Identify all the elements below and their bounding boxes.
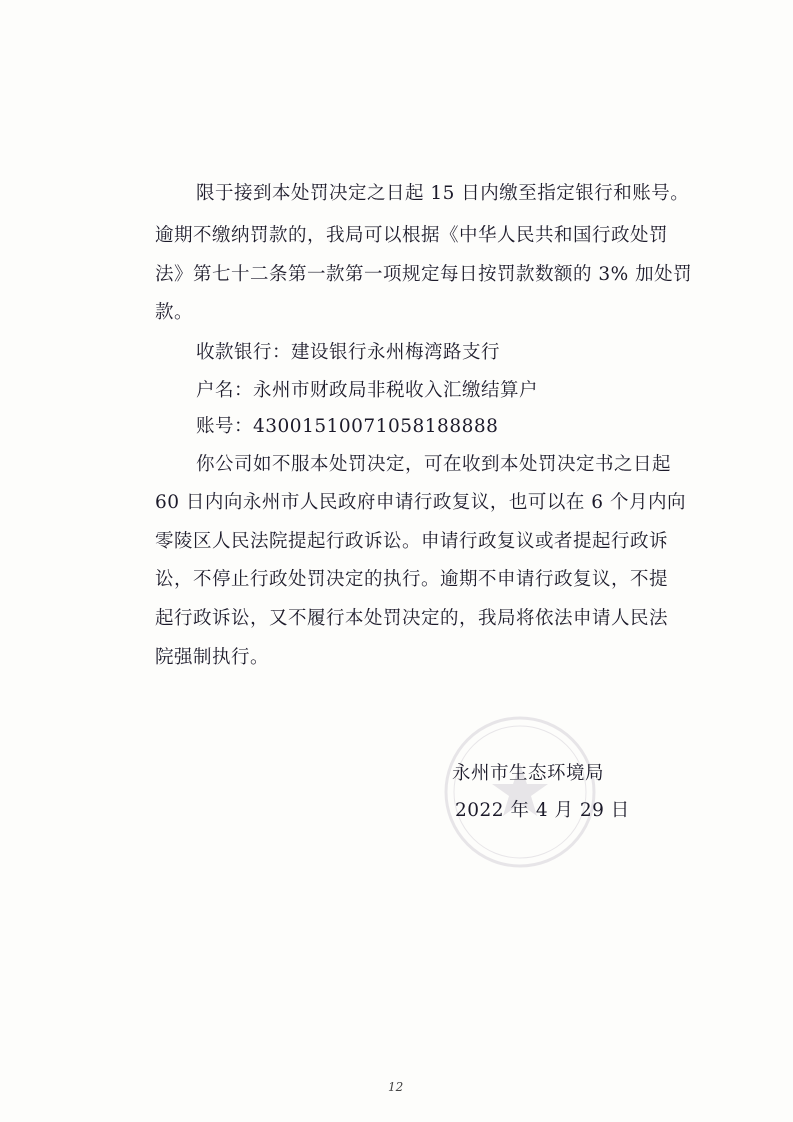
paragraph-2-line-3: 零陵区人民法院提起行政诉讼。申请行政复议或者提起行政诉 — [155, 531, 669, 552]
page-number: 12 — [388, 1080, 404, 1094]
issuer-name: 永州市生态环境局 — [452, 763, 605, 784]
paragraph-1-line-3: 法》第七十二条第一款第一项规定每日按罚款数额的 3% 加处罚 — [155, 264, 693, 285]
official-seal-stamp — [440, 712, 600, 872]
account-name: 户名：永州市财政局非税收入汇缴结算户 — [196, 380, 539, 401]
paragraph-2-line-1: 你公司如不服本处罚决定，可在收到本处罚决定书之日起 — [196, 454, 672, 475]
paragraph-2-line-4: 讼，不停止行政处罚决定的执行。逾期不申请行政复议，不提 — [155, 569, 669, 590]
paragraph-2-line-2: 60 日内向永州市人民政府申请行政复议，也可以在 6 个月内向 — [155, 492, 686, 513]
paragraph-2-line-6: 院强制执行。 — [155, 647, 270, 668]
payee-bank: 收款银行：建设银行永州梅湾路支行 — [196, 342, 501, 363]
paragraph-1-line-2: 逾期不缴纳罚款的，我局可以根据《中华人民共和国行政处罚 — [155, 225, 669, 246]
paragraph-1-line-1: 限于接到本处罚决定之日起 15 日内缴至指定银行和账号。 — [196, 183, 690, 204]
paragraph-1-line-4: 款。 — [155, 302, 194, 323]
account-number: 账号：43001510071058188888 — [196, 416, 499, 437]
paragraph-2-line-5: 起行政诉讼，又不履行本处罚决定的，我局将依法申请人民法 — [155, 608, 669, 629]
issue-date: 2022 年 4 月 29 日 — [455, 800, 630, 821]
